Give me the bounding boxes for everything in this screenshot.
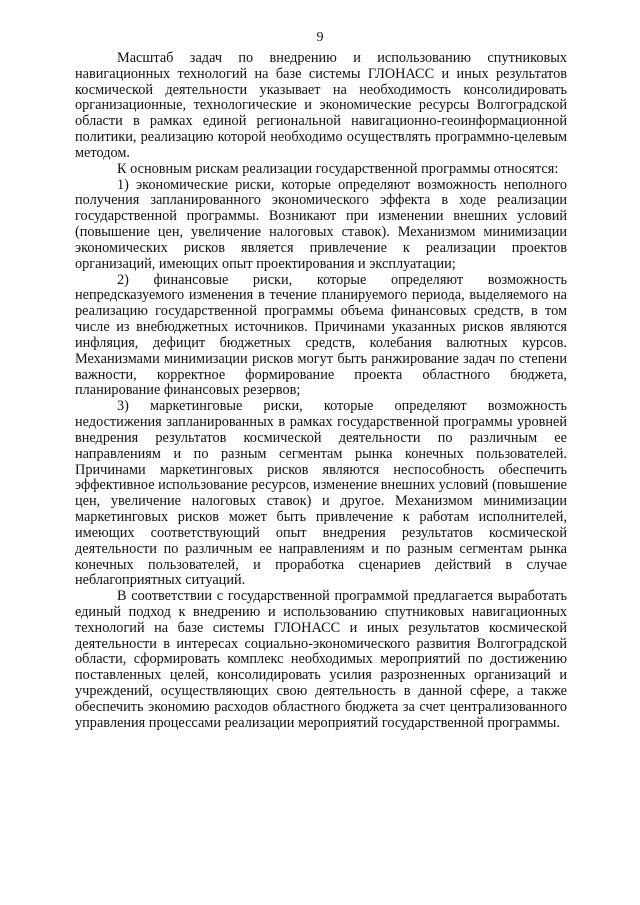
paragraph-scope: Масштаб задач по внедрению и использованию спутниковых навигационных технологий на базе системы ГЛОНАСС и иных результатов космической деятельности указывает на необходимость консолидировать организационные, технологические и экономические ресурсы Волгоградской области в рамках единой региональной навигационно-геоинформационной политики, реализацию которой необходимо осуществлять программно-целевым методом. [75, 50, 567, 161]
body-text [75, 51, 567, 732]
paragraph-economic-risks: 1) экономические риски, которые определяют возможность неполного получения запланированного экономического эффекта в ходе реализации государственной программы. Возникают при изменении внешних условий (повышение цен, увеличение налоговых ставок). Механизмом минимизации экономических рисков является привлечение к реализации проектов организаций, имеющих опыт проектирования и эксплуатации; [75, 176, 567, 272]
paragraph-risks-intro: К основным рискам реализации государственной программы относятся: [117, 160, 559, 177]
paragraph-marketing-risks: 3) маркетинговые риски, которые определяют возможность недостижения запланированных в рамках государственной программы уровней внедрения результатов космической деятельности по различным ее направлениям и по разным сегментам рынка конечных пользователей. Причинами маркетинговых рисков являются неспособность обеспечить эффективное использование ресурсов, изменение внешних условий (повышение цен, увеличение налоговых ставок) и другое. Механизмом минимизации маркетинговых рисков может быть привлечение к работам исполнителей, имеющих соответствующий опыт внедрения результатов космической деятельности по различным ее направлениям и по разным сегментам рынка конечных пользователей, и проработка сценариев действий в случае неблагоприятных ситуаций. [75, 398, 567, 589]
paragraph-financial-risks: 2) финансовые риски, которые определяют возможность непредсказуемого изменения в течение планируемого периода, выделяемого на реализацию государственной программы объема финансовых средств, в том числе из внебюджетных источников. Причинами указанных рисков являются инфляция, дефицит бюджетных средств, колебания валютных курсов. Механизмами минимизации рисков могут быть ранжирование задач по степени важности, корректное формирование проекта областного бюджета, планирование финансовых резервов; [75, 271, 567, 399]
page-number: 9 [316, 30, 324, 45]
paragraph-program-approach: В соответствии с государственной программой предлагается выработать единый подход к внедрению и использованию спутниковых навигационных технологий на базе системы ГЛОНАСС и иных результатов космической деятельности в интересах социально-экономического развития Волгоградской области, сформировать комплекс необходимых мероприятий по достижению поставленных целей, консолидировать усилия разрозненных организаций и учреждений, осуществляющих свою деятельность в данной сфере, а также обеспечить экономию расходов областного бюджета за счет централизованного управления процессами реализации мероприятий государственной программы. [75, 588, 567, 731]
